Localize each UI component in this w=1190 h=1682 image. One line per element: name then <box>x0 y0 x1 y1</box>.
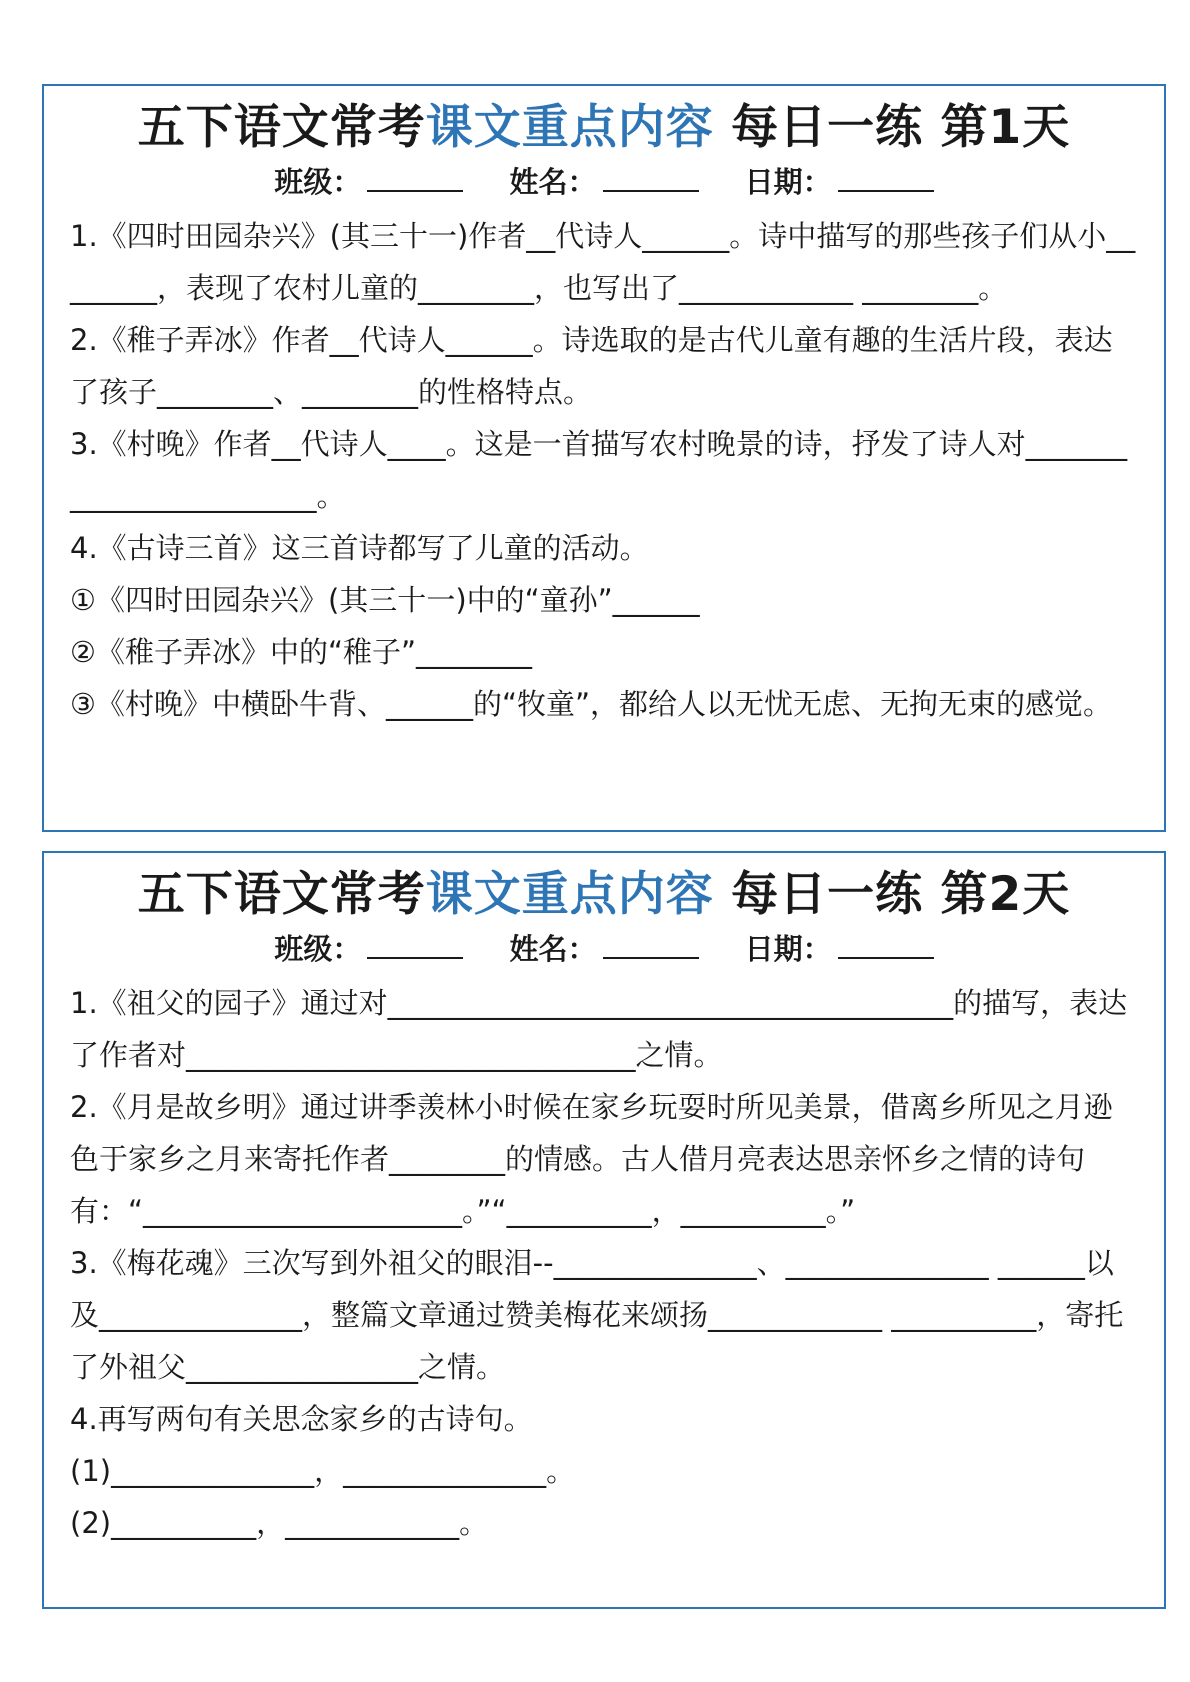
worksheet-day-1 <box>42 84 1166 832</box>
name-field <box>509 162 698 202</box>
title-suffix: 每日一练 第1天 <box>713 100 1071 155</box>
name-label: 姓名： <box>509 165 597 199</box>
class-label: 班级： <box>274 165 362 199</box>
worksheet-title <box>44 865 1164 925</box>
question-4-item-3: ③《村晚》中横卧牛背、______的“牧童”，都给人以无忧无虑、无拘无束的感觉。 <box>70 687 1113 721</box>
question-4-item-2: ②《稚子弄冰》中的“稚子”________ <box>70 635 533 669</box>
class-blank[interactable] <box>367 164 463 192</box>
question-4-item-1: ①《四时田园杂兴》(其三十一)中的“童孙”______ <box>70 583 700 617</box>
class-label: 班级： <box>274 932 362 966</box>
name-field <box>509 929 698 969</box>
name-label: 姓名： <box>509 932 597 966</box>
name-blank[interactable] <box>603 931 699 959</box>
question-2: 2.《稚子弄冰》作者__代诗人______。诗选取的是古代儿童有趣的生活片段，表达了孩子________、________的性格特点。 <box>70 323 1113 409</box>
date-blank[interactable] <box>838 164 934 192</box>
question-3: 3.《村晚》作者__代诗人____。这是一首描写农村晚景的诗，抒发了诗人对________________________。 <box>70 427 1128 513</box>
class-field <box>274 162 463 202</box>
question-2: 2.《月是故乡明》通过讲季羡林小时候在家乡玩耍时所见美景，借离乡所见之月逊色于家乡之月来寄托作者________的情感。古人借月亮表达思亲怀乡之情的诗句有：“______________________。”“__________，__________。” <box>70 1090 1113 1228</box>
worksheet-title <box>44 98 1164 158</box>
date-label: 日期： <box>744 932 832 966</box>
title-prefix: 五下语文常考 <box>137 867 426 922</box>
student-info-row <box>44 162 1164 202</box>
question-1: 1.《祖父的园子》通过对_______________________________________的描写，表达了作者对_______________________________之情。 <box>70 986 1128 1072</box>
title-highlight: 课文重点内容 <box>425 100 714 155</box>
question-4-item-2: (2)__________，____________。 <box>70 1506 489 1540</box>
name-blank[interactable] <box>603 164 699 192</box>
title-prefix: 五下语文常考 <box>137 100 426 155</box>
class-field <box>274 929 463 969</box>
question-3: 3.《梅花魂》三次写到外祖父的眼泪--______________、______________ ______以及______________，整篇文章通过赞美梅花来颂扬____________ __________，寄托了外祖父________________之情。 <box>70 1246 1124 1384</box>
title-highlight: 课文重点内容 <box>425 867 714 922</box>
question-4: 4.再写两句有关思念家乡的古诗句。 <box>70 1402 533 1436</box>
date-field <box>745 929 934 969</box>
question-1: 1.《四时田园杂兴》(其三十一)作者__代诗人______。诗中描写的那些孩子们从小________，表现了农村儿童的________，也写出了____________ ________。 <box>70 219 1136 305</box>
date-label: 日期： <box>744 165 832 199</box>
worksheet-day-2 <box>42 851 1166 1609</box>
question-list <box>70 977 1138 1549</box>
question-4: 4.《古诗三首》这三首诗都写了儿童的活动。 <box>70 531 649 565</box>
question-list <box>70 210 1138 730</box>
student-info-row <box>44 929 1164 969</box>
date-field <box>745 162 934 202</box>
question-4-item-1: (1)______________，______________。 <box>70 1454 576 1488</box>
date-blank[interactable] <box>838 931 934 959</box>
title-suffix: 每日一练 第2天 <box>713 867 1071 922</box>
class-blank[interactable] <box>367 931 463 959</box>
